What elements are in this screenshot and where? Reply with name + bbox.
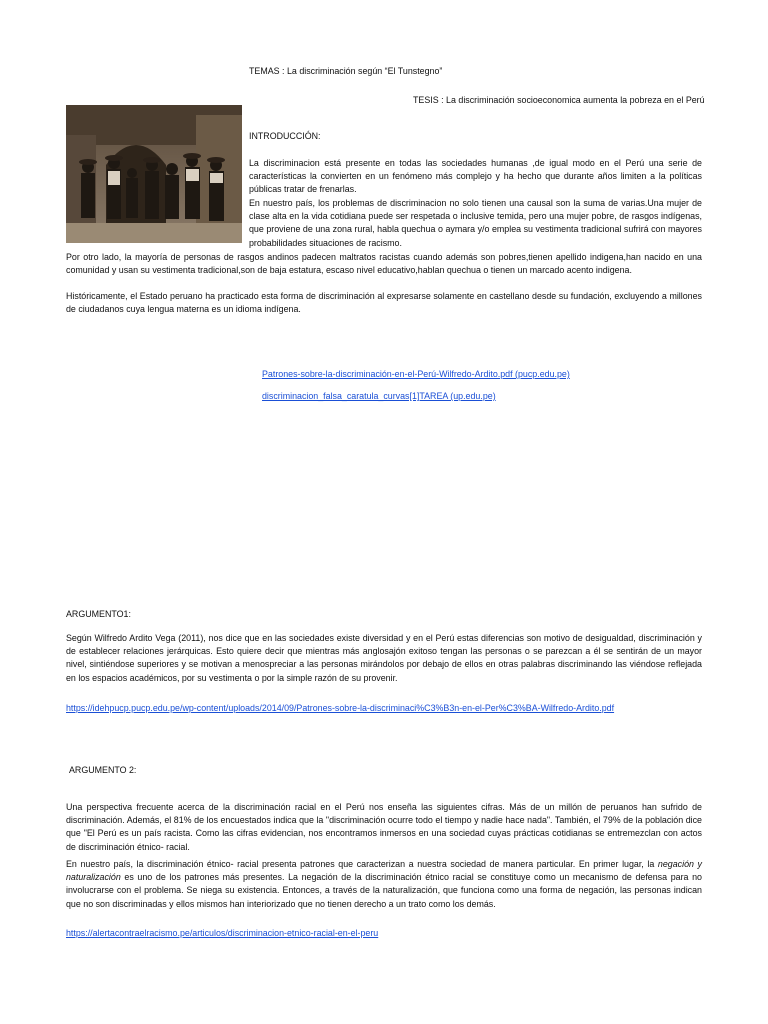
historical-photo	[66, 105, 242, 243]
link-tarea-up[interactable]: discriminacion_falsa_caratula_curvas[1]TAREA (up.edu.pe)	[262, 391, 496, 401]
intro-paragraph-2: En nuestro país, los problemas de discriminacion no solo tienen una causal son la suma de varias.Una mujer de clase alta en la vida cotidiana puede ser respetada o inclusive temida, pero una mujer pobre, de rasgos indígenas, que proviene de una zona rural, habla quechua o aymara y/o emplea su vestimenta tradicional sufrirá con mayores probabilidades situaciones de racismo.	[249, 198, 702, 248]
temas-text: : La discriminación según “El Tunstegno”	[279, 66, 443, 76]
historical-photo-image	[66, 105, 242, 243]
intro-heading: INTRODUCCIÓN:	[249, 131, 321, 141]
intro-paragraph-1: La discriminacion está presente en todas las sociedades humanas ,de igual modo en el Perú una serie de características la convierten en un fenómeno más complejo y ha hecho que durante años limiten a la políticas públicas tratar de frenarlas.	[249, 158, 702, 195]
argumento2-paragraph-1: Una perspectiva frecuente acerca de la discriminación racial en el Perú nos enseña las siguientes cifras. Más de un millón de peruanos han sufrido de discriminación. Además, el 81% de los encuestados indica que la "discriminación ocurre todo el tiempo y nadie hace nada". También, el 79% de la población dice que "El Perú es un país racista. Como las cifras evidencian, nos encontramos inmersos en una sociedad cuyas prácticas cotidianas se entremezclan con actos de discriminación étnico- racial.	[66, 802, 702, 852]
argumento2-paragraph-2-end: es uno de los patrones más presentes. La negación de la discriminación étnico racial se constituye como un mecanismo de defensa para no involucrarse con el problema. Se niega su existencia. Entonces, a través de la naturalización, que funciona como una forma de negación, las personas indican que no son discriminadas y ellos mismos han interiorizado que no tienen derecho a un trato como los demás.	[66, 872, 702, 909]
argumento2-paragraph-2-start: En nuestro país, la discriminación étnico- racial presenta patrones que caracterizan a nuestra sociedad de manera particular. En primer lugar, la	[66, 859, 658, 869]
tesis-text: : La discriminación socioeconomica aumenta la pobreza en el Perú	[438, 95, 705, 105]
intro-paragraph-4: Históricamente, el Estado peruano ha practicado esta forma de discriminación al expresarse solamente en castellano desde su fundación, excluyendo a millones de ciudadanos cuya lengua materna es un idioma indígena.	[66, 291, 702, 315]
argumento2-link[interactable]: https://alertacontraelracismo.pe/articulos/discriminacion-etnico-racial-en-el-peru	[66, 928, 379, 938]
argumento2-heading: ARGUMENTO 2:	[69, 765, 137, 775]
argumento2-paragraph-2	[66, 858, 702, 911]
tesis-block	[413, 94, 713, 107]
argumento1-body: Según Wilfredo Ardito Vega (2011), nos dice que en las sociedades existe diversidad y en el Perú estas diferencias son motivo de desigualdad, discriminación y de establecer relaciones jerárquicas. Esto quiere decir que mientras más anglosajón exitoso tengan las personas o se parezcan a él se sentirán de un mayor nivel, sintiéndose superiores y se motivan a menospreciar a las personas mirándolos por debajo de ellos en otras palabras discriminando las viéndose reflejada en los espacios académicos, por su vestimenta o por la simple razón de su provenir.	[66, 633, 702, 683]
temas-label: TEMAS	[249, 66, 280, 76]
argumento1-heading: ARGUMENTO1:	[66, 609, 131, 619]
tesis-label: TESIS	[413, 95, 439, 105]
argumento1-link[interactable]: https://idehpucp.pucp.edu.pe/wp-content/uploads/2014/09/Patrones-sobre-la-discriminaci%C3%B3n-en-el-Per%C3%BA-Wilfredo-Ardito.pdf	[66, 703, 615, 713]
temas-line	[249, 66, 669, 76]
link-patrones-pdf[interactable]: Patrones-sobre-la-discriminación-en-el-Perú-Wilfredo-Ardito.pdf (pucp.edu.pe)	[262, 369, 570, 379]
intro-paragraph-3: Por otro lado, la mayoría de personas de rasgos andinos padecen maltratos racistas cuando además son pobres,tienen apellido indigena,han nacido en una comunidad y usan su vestimenta tradicional,son de baja estatura, escaso nivel educativo,hablan quechua o tienen un marcado acento indigena.	[66, 252, 702, 276]
argumento2-emphasis: negación y naturalización	[66, 859, 702, 883]
